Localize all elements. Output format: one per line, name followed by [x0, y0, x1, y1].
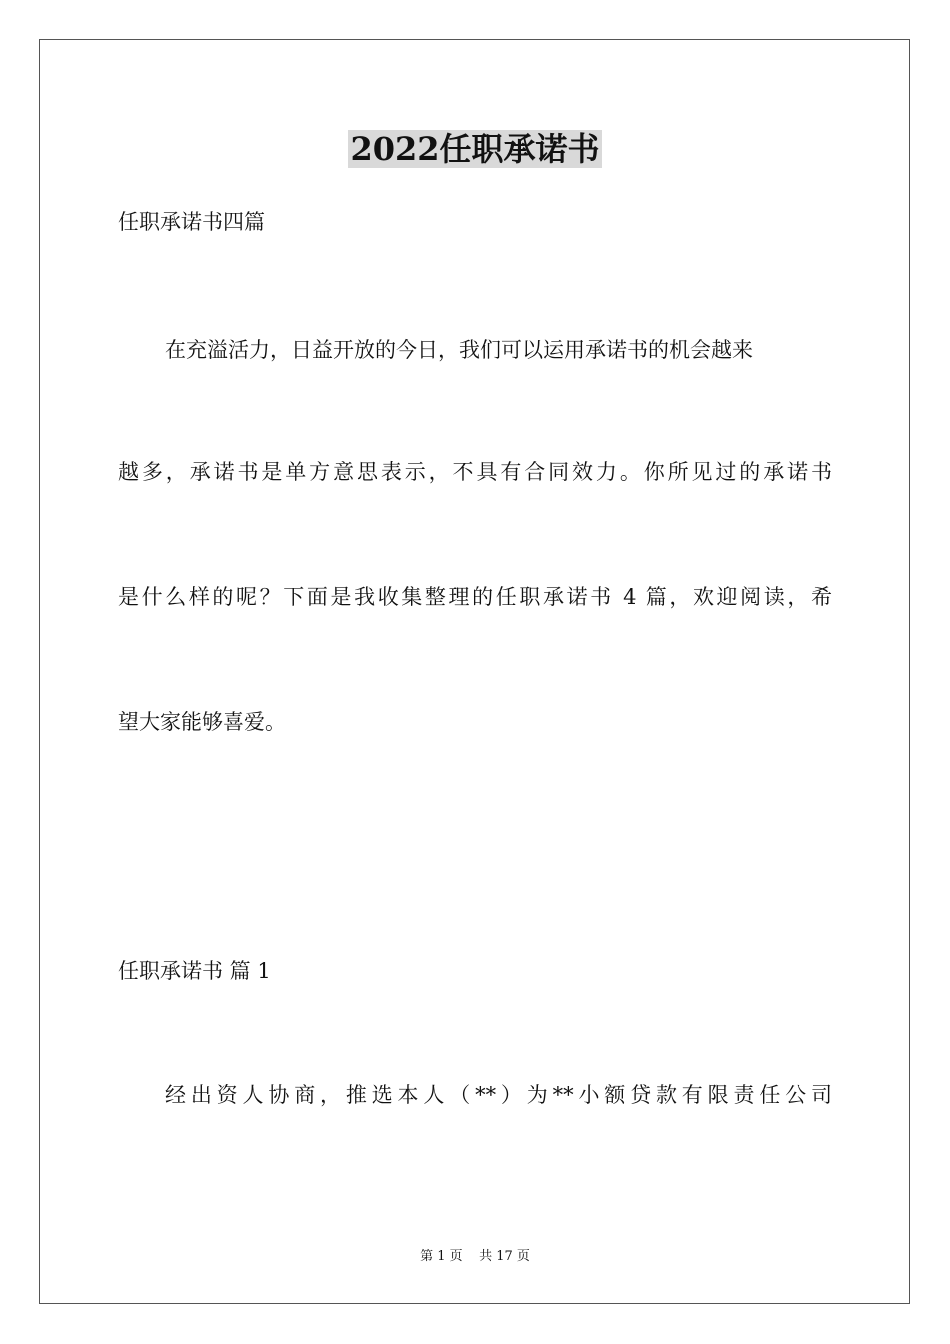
- document-subtitle: 任职承诺书四篇: [118, 210, 265, 234]
- section-heading: 任职承诺书 篇 1: [118, 959, 271, 983]
- intro-line-3: 是什么样的呢？下面是我收集整理的任职承诺书 4 篇，欢迎阅读，希: [118, 585, 832, 609]
- document-title: [0, 128, 950, 170]
- intro-line-1: 在充溢活力，日益开放的今日，我们可以运用承诺书的机会越来: [165, 338, 753, 362]
- section-first-line: 经出资人协商，推选本人（**）为**小额贷款有限责任公司: [165, 1083, 832, 1107]
- page-footer: 第 1 页 共 17 页: [420, 1249, 530, 1264]
- document-title-text: 2022任职承诺书: [350, 130, 600, 168]
- intro-line-2: 越多，承诺书是单方意思表示，不具有合同效力。你所见过的承诺书: [118, 460, 832, 484]
- intro-line-4: 望大家能够喜爱。: [118, 710, 286, 734]
